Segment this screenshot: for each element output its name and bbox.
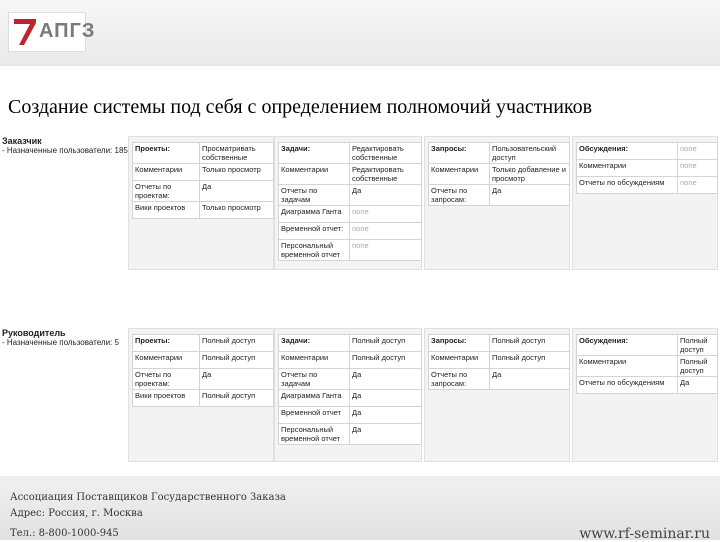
permission-name: Отчеты по проектам: <box>133 369 200 390</box>
role-section <box>0 136 720 326</box>
permission-name: Временной отчет <box>279 407 350 424</box>
permission-value[interactable]: none <box>678 160 718 177</box>
permission-row[interactable] <box>577 143 718 160</box>
permission-value[interactable]: Да <box>200 181 274 202</box>
permission-row[interactable] <box>577 177 718 194</box>
permission-value[interactable]: Да <box>490 369 570 390</box>
permission-value[interactable]: Только добавление и просмотр <box>490 164 570 185</box>
permission-value[interactable]: none <box>350 223 422 240</box>
permission-name: Комментарии <box>133 352 200 369</box>
permission-value[interactable]: Полный доступ <box>350 335 422 352</box>
logo <box>8 12 96 52</box>
permission-value[interactable]: Да <box>200 369 274 390</box>
permission-name: Задачи: <box>279 143 350 164</box>
permission-value[interactable]: Да <box>350 369 422 390</box>
permission-value[interactable]: Полный доступ <box>678 335 718 356</box>
permission-name: Комментарии <box>577 160 678 177</box>
slide-title: Создание системы под себя с определением полномочий участников <box>8 96 593 118</box>
footer <box>0 476 720 540</box>
permission-value[interactable]: Только просмотр <box>200 202 274 219</box>
role-name[interactable]: Руководитель <box>2 328 66 338</box>
permission-name: Проекты: <box>133 335 200 352</box>
requests-permissions-table <box>428 142 570 206</box>
permission-value[interactable]: Да <box>350 185 422 206</box>
permission-row[interactable] <box>133 335 274 352</box>
permission-row[interactable] <box>279 143 422 164</box>
role-info <box>2 136 128 155</box>
permission-name: Отчеты по запросам: <box>429 369 490 390</box>
permission-row[interactable] <box>279 335 422 352</box>
permission-name: Отчеты по запросам: <box>429 185 490 206</box>
permission-value[interactable]: Полный доступ <box>200 335 274 352</box>
permission-row[interactable] <box>577 160 718 177</box>
permission-row[interactable] <box>279 164 422 185</box>
permission-name: Отчеты по задачам <box>279 369 350 390</box>
permission-value[interactable]: Полный доступ <box>350 352 422 369</box>
permission-name: Временной отчет: <box>279 223 350 240</box>
permission-row[interactable] <box>133 390 274 407</box>
permission-name: Отчеты по задачам <box>279 185 350 206</box>
footer-org: Ассоциация Поставщиков Государственного Заказа <box>10 492 286 503</box>
permission-row[interactable] <box>577 377 718 394</box>
permission-value[interactable]: Только просмотр <box>200 164 274 181</box>
permission-value[interactable]: Да <box>350 407 422 424</box>
permission-value[interactable]: Да <box>350 424 422 445</box>
permission-value[interactable]: Редактировать собственные <box>350 164 422 185</box>
permission-name: Обсуждения: <box>577 143 678 160</box>
role-info <box>2 328 119 347</box>
permission-name: Комментарии <box>279 352 350 369</box>
permission-row[interactable] <box>133 352 274 369</box>
permission-row[interactable] <box>133 143 274 164</box>
permission-name: Проекты: <box>133 143 200 164</box>
permission-row[interactable] <box>279 390 422 407</box>
assigned-users: - Назначенные пользователи: 185 <box>2 146 128 155</box>
permission-row[interactable] <box>279 206 422 223</box>
permission-row[interactable] <box>133 369 274 390</box>
permission-row[interactable] <box>429 369 570 390</box>
permission-value[interactable]: Полный доступ <box>678 356 718 377</box>
logo-mark-icon <box>14 19 36 45</box>
permission-value[interactable]: Просматривать собственные <box>200 143 274 164</box>
footer-phone: Тел.: 8-800-1000-945 <box>10 528 119 539</box>
requests-permissions-table <box>428 334 570 390</box>
permission-name: Персональный временной отчет <box>279 424 350 445</box>
permission-name: Отчеты по обсуждениям <box>577 377 678 394</box>
permission-value[interactable]: Да <box>678 377 718 394</box>
permission-name: Комментарии <box>577 356 678 377</box>
assigned-users: - Назначенные пользователи: 5 <box>2 338 119 347</box>
discussions-permissions-table <box>576 142 718 194</box>
permission-value[interactable]: none <box>678 177 718 194</box>
permission-name: Задачи: <box>279 335 350 352</box>
tasks-permissions-table <box>278 142 422 261</box>
permission-name: Комментарии <box>133 164 200 181</box>
permission-row[interactable] <box>279 352 422 369</box>
permission-name: Отчеты по проектам: <box>133 181 200 202</box>
permission-name: Комментарии <box>429 164 490 185</box>
discussions-permissions-table <box>576 334 718 394</box>
permission-row[interactable] <box>279 185 422 206</box>
permission-row[interactable] <box>429 352 570 369</box>
permission-name: Диаграмма Ганта <box>279 390 350 407</box>
permission-row[interactable] <box>279 369 422 390</box>
permission-value[interactable]: none <box>350 240 422 261</box>
permission-value[interactable]: Да <box>350 390 422 407</box>
permission-row[interactable] <box>429 143 570 164</box>
footer-address: Адрес: Россия, г. Москва <box>10 508 143 519</box>
permission-name: Обсуждения: <box>577 335 678 356</box>
permission-value[interactable]: none <box>678 143 718 160</box>
permission-row[interactable] <box>577 356 718 377</box>
permission-name: Запросы: <box>429 335 490 352</box>
permission-row[interactable] <box>429 185 570 206</box>
permission-value[interactable]: Полный доступ <box>200 352 274 369</box>
permission-name: Запросы: <box>429 143 490 164</box>
permission-value[interactable]: Полный доступ <box>490 335 570 352</box>
permission-name: Комментарии <box>279 164 350 185</box>
permission-row[interactable] <box>279 407 422 424</box>
permission-name: Диаграмма Ганта <box>279 206 350 223</box>
permission-row[interactable] <box>429 164 570 185</box>
permission-name: Персональный временной отчет <box>279 240 350 261</box>
permission-name: Вики проектов <box>133 202 200 219</box>
permission-value[interactable]: Пользовательский доступ <box>490 143 570 164</box>
permission-row[interactable] <box>429 335 570 352</box>
permission-value[interactable]: none <box>350 206 422 223</box>
header-bar <box>0 0 720 66</box>
tasks-permissions-table <box>278 334 422 445</box>
permission-row[interactable] <box>133 164 274 181</box>
permission-value[interactable]: Полный доступ <box>490 352 570 369</box>
role-name[interactable]: Заказчик <box>2 136 42 146</box>
permission-row[interactable] <box>279 223 422 240</box>
footer-website[interactable]: www.rf-seminar.ru <box>579 526 710 542</box>
permission-value[interactable]: Редактировать собственные <box>350 143 422 164</box>
permission-value[interactable]: Полный доступ <box>200 390 274 407</box>
permission-row[interactable] <box>133 202 274 219</box>
permission-row[interactable] <box>577 335 718 356</box>
permission-name: Вики проектов <box>133 390 200 407</box>
permission-value[interactable]: Да <box>490 185 570 206</box>
permission-row[interactable] <box>279 240 422 261</box>
permissions-screenshot <box>0 128 720 448</box>
projects-permissions-table <box>132 334 274 407</box>
permission-row[interactable] <box>279 424 422 445</box>
logo-text: АПГЗ <box>39 20 96 42</box>
permission-name: Отчеты по обсуждениям <box>577 177 678 194</box>
permission-row[interactable] <box>133 181 274 202</box>
projects-permissions-table <box>132 142 274 219</box>
permission-name: Комментарии <box>429 352 490 369</box>
